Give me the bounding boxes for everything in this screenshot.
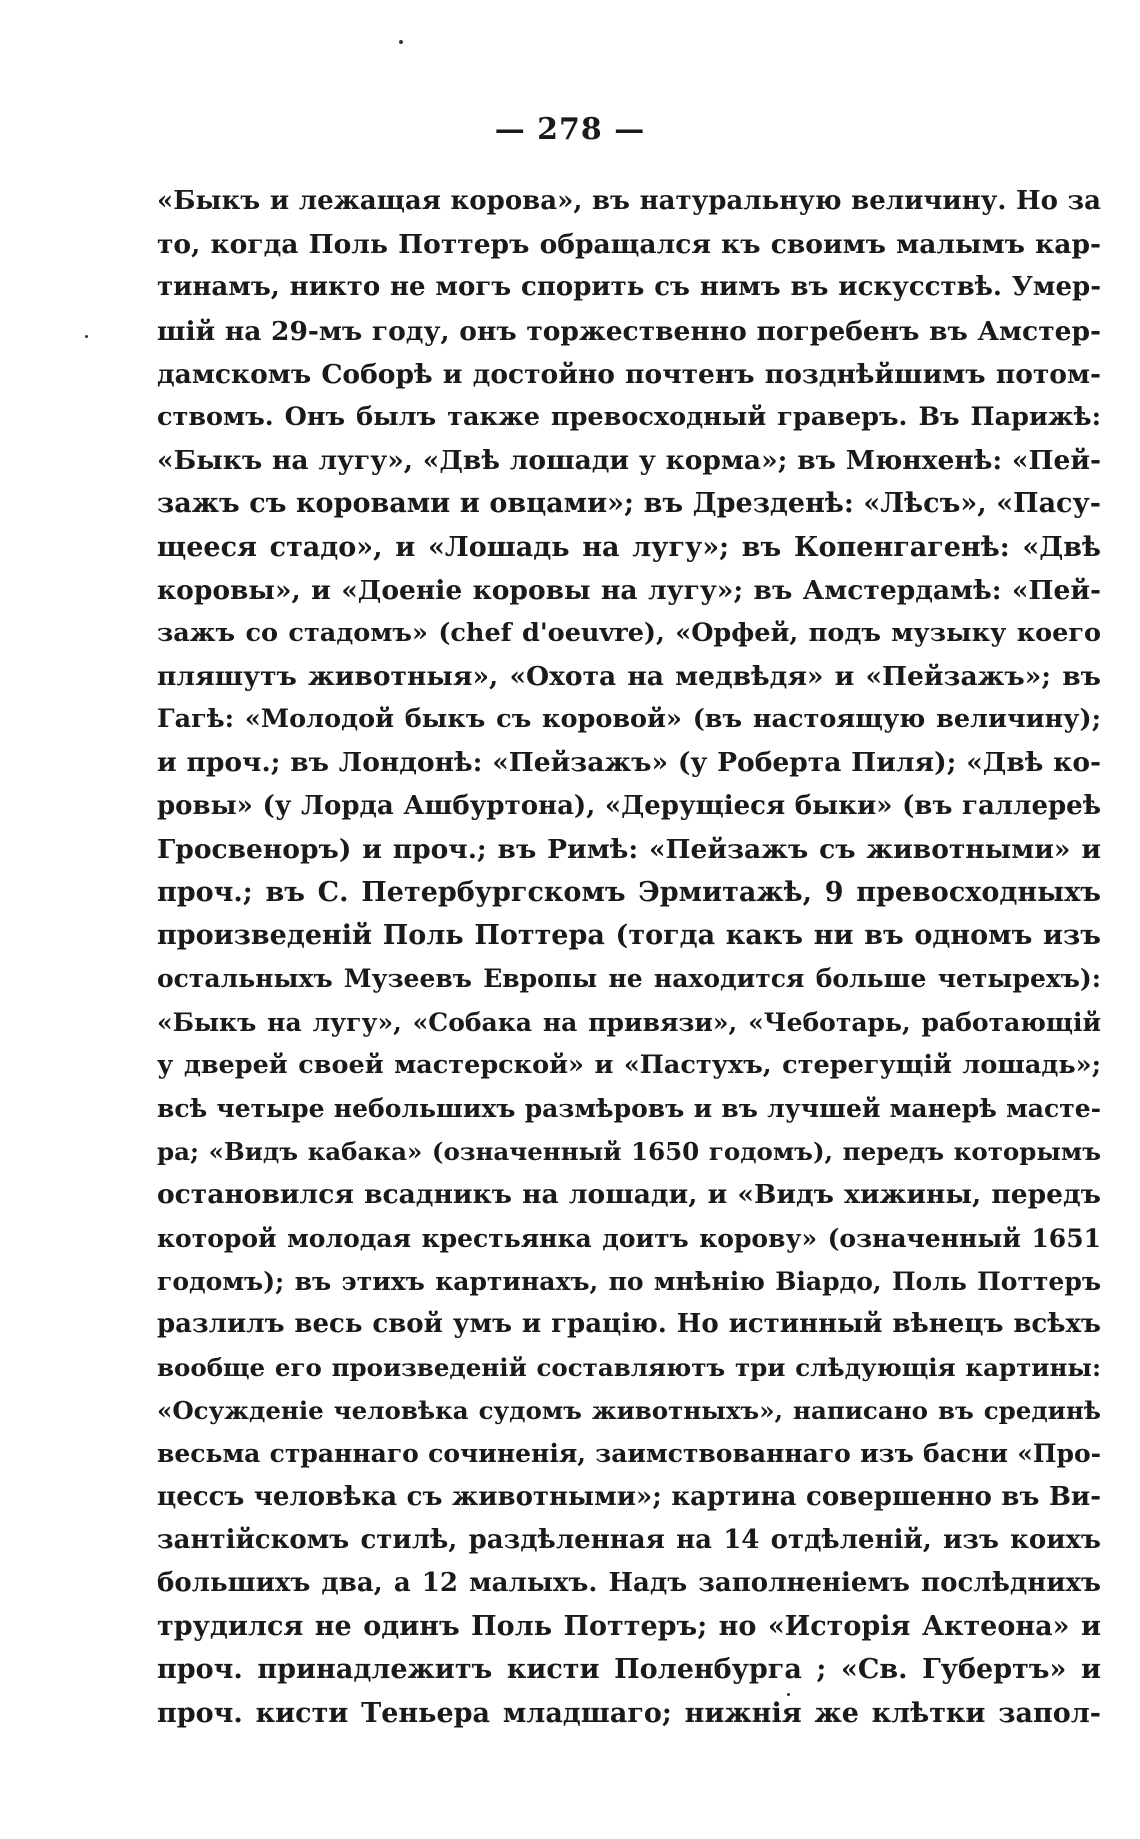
text-line: зажъ со стадомъ» (chef d'oeuvre), «Орфей, подъ музыку коего — [157, 617, 1101, 648]
text-line: тинамъ, никто не могъ спорить съ нимъ въ искусствѣ. Умер- — [157, 272, 1101, 303]
page-number: — 278 — — [494, 112, 646, 147]
text-line: проч.; въ С. Петербургскомъ Эрмитажѣ, 9 превосходныхъ — [157, 877, 1101, 908]
text-line: годомъ); въ этихъ картинахъ, по мнѣнію Віардо, Поль Поттеръ — [157, 1266, 1101, 1296]
text-line: «Осужденіе человѣка судомъ животныхъ», написано въ срединѣ — [157, 1396, 1101, 1426]
text-line: всѣ четыре небольшихъ размѣровъ и въ лучшей манерѣ масте- — [157, 1093, 1101, 1123]
text-line: большихъ два, а 12 малыхъ. Надъ заполненіемъ послѣднихъ — [157, 1568, 1101, 1598]
text-line: которой молодая крестьянка доитъ корову» (означенный 1651 — [157, 1223, 1101, 1253]
text-line: весьма страннаго сочиненія, заимствованнаго изъ басни «Про- — [157, 1439, 1101, 1469]
text-line: ровы» (у Лорда Ашбуртона), «Дерущіеся быки» (въ галлереѣ — [157, 790, 1101, 821]
text-line: произведеній Поль Поттера (тогда какъ ни въ одномъ изъ — [157, 920, 1101, 952]
print-speck — [85, 335, 88, 338]
text-line: шій на 29-мъ году, онъ торжественно погребенъ въ Амстер- — [157, 315, 1101, 347]
text-line: ствомъ. Онъ былъ также превосходный граверъ. Въ Парижѣ: — [157, 401, 1101, 432]
text-line: трудился не одинъ Поль Поттеръ; но «Исторія Актеона» и — [157, 1611, 1101, 1643]
text-line: коровы», и «Доеніе коровы на лугу»; въ Амстердамѣ: «Пей- — [157, 574, 1101, 606]
text-line: ра; «Видъ кабака» (означенный 1650 годомъ), передъ которымъ — [157, 1137, 1101, 1167]
text-line: «Быкъ на лугу», «Собака на привязи», «Чеботарь, работающій — [157, 1007, 1101, 1037]
text-line: у дверей своей мастерской» и «Пастухъ, стерегущій лошадь»; — [157, 1049, 1101, 1080]
print-speck — [399, 40, 403, 44]
text-line: вообще его произведеній составляютъ три слѣдующія картины: — [157, 1353, 1101, 1383]
text-line: «Быкъ на лугу», «Двѣ лошади у корма»; въ Мюнхенѣ: «Пей- — [157, 445, 1101, 477]
text-line: дамскомъ Соборѣ и достойно почтенъ позднѣйшимъ потом- — [157, 358, 1101, 390]
text-line: зантійскомъ стилѣ, раздѣленная на 14 отдѣленій, изъ коихъ — [157, 1524, 1101, 1555]
text-line: то, когда Поль Поттеръ обращался къ своимъ малымъ кар- — [157, 229, 1101, 261]
text-line: проч. принадлежитъ кисти Поленбурга ; «Св. Губертъ» и — [157, 1654, 1101, 1686]
text-line: разлилъ весь свой умъ и грацію. Но истинный вѣнецъ всѣхъ — [157, 1308, 1101, 1339]
text-line: щееся стадо», и «Лошадь на лугу»; въ Копенгагенѣ: «Двѣ — [157, 531, 1101, 563]
text-line: остановился всадникъ на лошади, и «Видъ хижины, передъ — [157, 1179, 1101, 1211]
body-text — [157, 180, 1101, 1735]
text-line: и проч.; въ Лондонѣ: «Пейзажъ» (у Роберта Пиля); «Двѣ ко- — [157, 747, 1101, 779]
text-line: цессъ человѣка съ животными»; картина совершенно въ Ви- — [157, 1481, 1101, 1512]
text-line: проч. кисти Теньера младшаго; нижнія же клѣтки запол- — [157, 1697, 1101, 1729]
text-line: Гросвеноръ) и проч.; въ Римѣ: «Пейзажъ съ животными» и — [157, 833, 1101, 865]
text-line: зажъ съ коровами и овцами»; въ Дрезденѣ: «Лѣсъ», «Пасу- — [157, 488, 1101, 520]
text-line: пляшутъ животныя», «Охота на медвѣдя» и «Пейзажъ»; въ — [157, 661, 1101, 693]
text-line: Гагѣ: «Молодой быкъ съ коровой» (въ настоящую величину); — [157, 704, 1101, 735]
text-line: остальныхъ Музеевъ Европы не находится больше четырехъ): — [157, 964, 1101, 994]
text-line: «Быкъ и лежащая корова», въ натуральную величину. Но за — [157, 186, 1101, 216]
